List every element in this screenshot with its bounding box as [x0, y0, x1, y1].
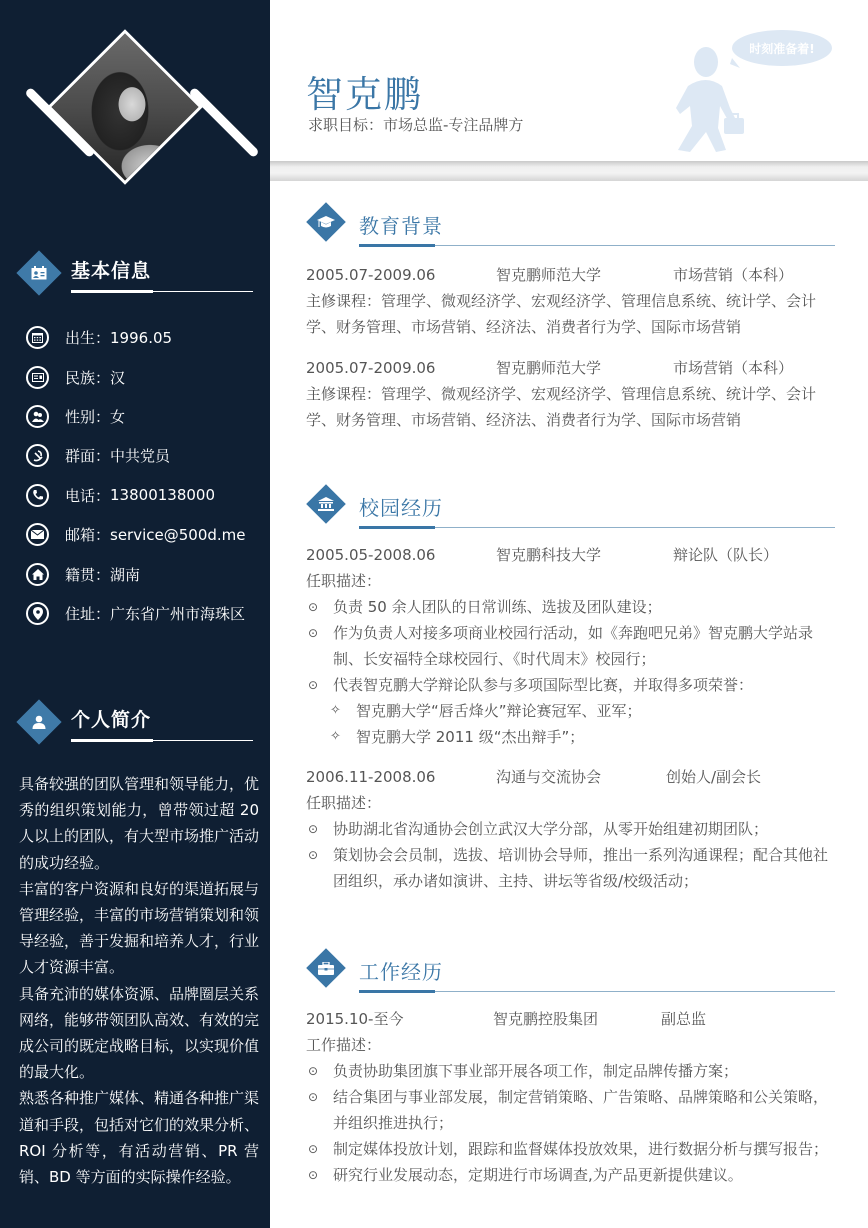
sub-bullet-item — [306, 724, 836, 750]
gender-icon — [26, 405, 49, 428]
entry-desc-label: 任职描述： — [306, 572, 382, 590]
bullet-icon: ⊙ — [308, 626, 319, 640]
bullet-item — [306, 1162, 836, 1188]
underline-thin — [153, 740, 253, 741]
info-address — [26, 594, 266, 633]
businessman-illustration — [650, 28, 840, 158]
home-icon — [26, 563, 49, 586]
section-title: 个人简介 — [71, 709, 152, 731]
work-section — [306, 948, 836, 1188]
info-value: 汉 — [110, 368, 126, 387]
entry-role: 副总监 — [661, 1010, 707, 1028]
underline-thin — [435, 245, 835, 246]
entry-summary-row — [306, 542, 836, 568]
bullet-text: 制定媒体投放计划，跟踪和监督媒体投放效果，进行数据分析与撰写报告； — [333, 1140, 829, 1158]
section-title: 校园经历 — [359, 496, 443, 520]
section-header — [306, 948, 836, 996]
entry-period: 2005.07-2009.06 — [306, 359, 436, 377]
bullet-text: 研究行业发展动态，定期进行市场调查,为产品更新提供建议。 — [333, 1166, 743, 1184]
mail-icon — [26, 523, 49, 546]
section-header — [306, 484, 836, 532]
party-icon — [26, 444, 49, 467]
bullet-icon: ⊙ — [308, 848, 319, 862]
phone-icon — [26, 484, 49, 507]
resume-header — [270, 0, 868, 165]
graduation-cap-icon — [314, 210, 338, 234]
bullet-icon: ⊙ — [308, 678, 319, 692]
underline-thin — [153, 291, 253, 292]
campus-entry — [306, 764, 836, 894]
info-label: 性别： — [65, 407, 111, 426]
bullet-icon: ⊙ — [308, 600, 319, 614]
entry-major: 市场营销（本科） — [673, 359, 794, 377]
entry-courses: 主修课程：管理学、微观经济学、宏观经济学、管理信息系统、统计学、会计学、财务管理、市场营销、经济法、消费者行为学、国际市场营销 — [306, 292, 817, 336]
entry-period: 2005.07-2009.06 — [306, 266, 436, 284]
location-pin-icon — [26, 602, 49, 625]
underline-thick — [359, 526, 435, 529]
walking-man-icon — [650, 28, 840, 158]
institution-icon — [314, 492, 338, 516]
entry-major: 市场营销（本科） — [673, 266, 794, 284]
bullet-text: 负责 50 余人团队的日常训练、选拔及团队建设； — [333, 598, 662, 616]
entry-summary-row — [306, 262, 836, 288]
entry-desc-label: 任职描述： — [306, 794, 382, 812]
entry-org: 沟通与交流协会 — [496, 768, 602, 786]
info-hometown — [26, 554, 266, 593]
entry-summary-row — [306, 1006, 836, 1032]
info-phone — [26, 476, 266, 515]
underline-thin — [435, 991, 835, 992]
profile-header — [18, 701, 258, 747]
bullet-item — [306, 1058, 836, 1084]
bullet-item — [306, 672, 836, 698]
profile-paragraph: 具备充沛的媒体资源、品牌圈层关系网络，能够带领团队高效、有效的完成公司的既定战略目标，以实现价值的最大化。 — [19, 984, 260, 1082]
info-value[interactable]: service@500d.me — [110, 525, 246, 544]
bullet-text: 负责协助集团旗下事业部开展各项工作，制定品牌传播方案； — [333, 1062, 739, 1080]
bullet-icon: ⊙ — [308, 822, 319, 836]
bullet-item — [306, 1136, 836, 1162]
sparkle-bullet-icon: ✧ — [330, 703, 341, 718]
decorative-bar-right — [188, 87, 259, 158]
bullet-item — [306, 842, 836, 894]
campus-entry — [306, 542, 836, 750]
bullet-text: 智克鹏大学“唇舌烽火”辩论赛冠军、亚军； — [356, 702, 642, 720]
profile-paragraph: 具备较强的团队管理和领导能力，优秀的组织策划能力，曾带领过超 20 人以上的团队，有大型市场推广活动的成功经验。 — [19, 775, 260, 872]
bullet-icon: ⊙ — [308, 1064, 319, 1078]
info-label: 籍贯： — [65, 565, 111, 584]
profile-photo-frame — [0, 0, 270, 200]
underline-thick — [71, 290, 153, 293]
speech-bubble: 时刻准备着! — [732, 30, 832, 66]
profile-paragraph: 熟悉各种推广媒体、精通各种推广渠道和手段，包括对它们的效果分析、ROI 分析等，有活动营销、PR 营销、BD 等方面的实际操作经验。 — [19, 1089, 260, 1187]
entry-period: 2015.10-至今 — [306, 1010, 404, 1028]
calendar-icon — [26, 326, 49, 349]
info-value: 13800138000 — [110, 486, 215, 505]
info-label: 民族： — [65, 368, 111, 387]
entry-period: 2005.05-2008.06 — [306, 546, 436, 564]
info-ethnicity — [26, 357, 266, 396]
bullet-text: 协助湖北省沟通协会创立武汉大学分部，从零开始组建初期团队； — [333, 820, 769, 838]
bullet-text: 策划协会会员制，选拔、培训协会导师，推出一系列沟通课程；配合其他社团组织，承办诸如演讲、主持、讲坛等省级/校级活动； — [333, 846, 829, 890]
bullet-icon: ⊙ — [308, 1168, 319, 1182]
bullet-icon: ⊙ — [308, 1090, 319, 1104]
section-title: 基本信息 — [71, 260, 152, 282]
profile-photo — [47, 29, 203, 185]
sparkle-bullet-icon: ✧ — [330, 729, 341, 744]
section-header — [306, 202, 836, 250]
underline-thin — [435, 527, 835, 528]
campus-section — [306, 484, 836, 894]
underline-thick — [359, 244, 435, 247]
underline-thick — [71, 739, 153, 742]
profile-summary — [19, 771, 259, 1190]
work-entry — [306, 1006, 836, 1188]
entry-courses: 主修课程：管理学、微观经济学、宏观经济学、管理信息系统、统计学、会计学、财务管理、市场营销、经济法、消费者行为学、国际市场营销 — [306, 385, 817, 429]
bullet-text: 智克鹏大学 2011 级“杰出辩手”； — [356, 728, 585, 746]
entry-school: 智克鹏师范大学 — [496, 359, 602, 377]
bullet-text: 代表智克鹏大学辩论队参与多项国际型比赛，并取得多项荣誉： — [333, 676, 754, 694]
entry-role: 创始人/副会长 — [666, 768, 762, 786]
info-email — [26, 515, 266, 554]
entry-role: 辩论队（队长） — [673, 546, 779, 564]
entry-summary-row — [306, 764, 836, 790]
entry-company: 智克鹏控股集团 — [493, 1010, 599, 1028]
education-section — [306, 202, 836, 433]
user-icon — [28, 711, 50, 733]
entry-desc-label: 工作描述： — [306, 1036, 382, 1054]
info-label: 出生： — [65, 329, 111, 348]
basic-info-list — [26, 318, 266, 633]
photo-image — [47, 29, 203, 185]
bullet-item — [306, 620, 836, 672]
entry-school: 智克鹏师范大学 — [496, 266, 602, 284]
sidebar — [0, 0, 270, 1228]
sub-bullet-item — [306, 698, 836, 724]
education-entry — [306, 355, 836, 433]
info-gender — [26, 397, 266, 436]
bullet-icon: ⊙ — [308, 1142, 319, 1156]
bullet-item — [306, 594, 836, 620]
contact-card-icon — [28, 262, 50, 284]
profile-paragraph: 丰富的客户资源和良好的渠道拓展与管理经验，丰富的市场营销策划和领导经验，善于发掘和培养人才，行业人才资源丰富。 — [19, 879, 260, 977]
info-value: 女 — [110, 407, 126, 426]
info-label: 住址： — [65, 604, 111, 623]
id-card-icon — [26, 366, 49, 389]
underline-thick — [359, 990, 435, 993]
info-value: 广东省广州市海珠区 — [110, 604, 246, 623]
info-political — [26, 436, 266, 475]
basic-info-header — [18, 252, 258, 298]
bullet-item — [306, 816, 836, 842]
briefcase-icon — [314, 956, 338, 980]
bullet-text: 作为负责人对接多项商业校园行活动，如《奔跑吧兄弟》智克鹏大学站录制、长安福特全球校园行、《时代周末》校园行； — [333, 624, 814, 668]
entry-summary-row — [306, 355, 836, 381]
section-title: 教育背景 — [359, 214, 443, 238]
job-objective: 求职目标：市场总监-专注品牌方 — [308, 116, 524, 134]
info-value: 湖南 — [110, 565, 141, 584]
info-value: 1996.05 — [110, 328, 173, 347]
entry-org: 智克鹏科技大学 — [496, 546, 602, 564]
candidate-name: 智克鹏 — [306, 73, 423, 116]
info-label: 电话： — [65, 486, 111, 505]
info-value: 中共党员 — [110, 447, 171, 466]
education-entry — [306, 262, 836, 340]
header-divider-bar — [270, 161, 868, 181]
entry-period: 2006.11-2008.06 — [306, 768, 436, 786]
bullet-text: 结合集团与事业部发展，制定营销策略、广告策略、品牌策略和公关策略，并组织推进执行； — [333, 1088, 829, 1132]
info-label: 群面： — [65, 447, 111, 466]
bullet-item — [306, 1084, 836, 1136]
info-birth — [26, 318, 266, 357]
section-title: 工作经历 — [359, 960, 443, 984]
info-label: 邮箱： — [65, 526, 111, 545]
